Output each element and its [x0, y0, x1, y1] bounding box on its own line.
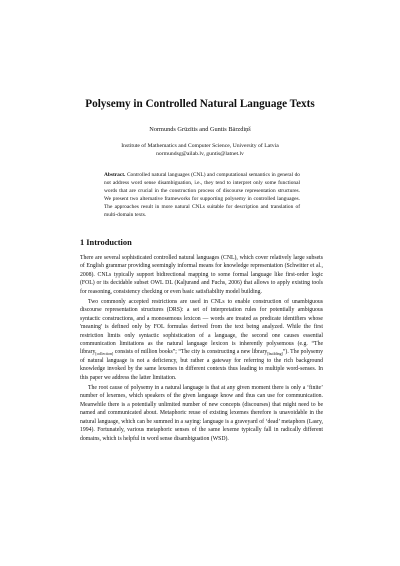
intro-paragraph-1: There are several sophisticated controlled natural languages (CNL), which cover relatively large subsets of English grammar providing seemingly informal means for knowledge representation (Schwitter et al., 2008). CNLs typically support bidirectional mapping to some formal language like first-order logic (FOL) or its decidable subset OWL DL (Kaljurand and Fuchs, 2006) that allows to apply existing tools for reasoning, consistency checking or even basic satisfiability model building.	[80, 255, 323, 295]
abstract-label: Abstract.	[104, 172, 126, 178]
paper-affiliation: Institute of Mathematics and Computer Science, University of Latvia	[121, 143, 279, 149]
intro-paragraph-2	[80, 298, 323, 383]
intro-paragraph-2-part-a: Two commonly accepted restrictions are used in CNLs to enable construction of unambiguous discourse representation structures (DRS): a set of interpretation rules for potentially ambiguous syntactic constructions, and a monosemous lexicon — words are treated as predicate identifiers whose 'meaning' is defined only by FOL formulas derived from the text being analyzed. While the first restriction limits only syntactic sophistication of a language, the second one causes essential communication limitations as the natural language lexicon is inherently polysemous (e.g. “The library	[80, 298, 323, 356]
paper-authors: Normunds Grūzītis and Guntis Bārzdiņš	[149, 126, 251, 133]
intro-paragraph-2-part-c: ”). The polysemy of natural language is not a deficiency, but rather a gateway for referring to the rich background knowledge invoked by the same lexemes in different contexts thus leading to multiple word-senses. In this paper we address the latter limitation.	[80, 349, 323, 381]
subscript-building: [building]	[267, 352, 283, 357]
abstract-text: Controlled natural languages (CNL) and computational semantics in general do not address word sense disambiguation, i.e., they tend to interpret only some functional words that are crucial in the construction process of discourse representation structures. We present two alternative frameworks for supporting polysemy in controlled languages. The approaches result in more natural CNLs suitable for description and translation of multi-domain texts.	[104, 172, 300, 218]
introduction-body	[80, 254, 323, 444]
paper-email: normundsg@ailab.lv, guntis@latnet.lv	[156, 151, 244, 157]
intro-paragraph-2-part-b: consists of million books”; “The city is constructing a new library	[113, 349, 268, 356]
subscript-collection: [collection]	[95, 352, 114, 357]
paper-title: Polysemy in Controlled Natural Language Texts	[85, 98, 315, 110]
intro-paragraph-3: The root cause of polysemy in a natural language is that at any given moment there is only a ‘finite’ number of lexemes, which speakers of the given language know and thus can use for communication. Meanwhile there is a potentially unlimited number of new concepts (discourses) that might need to be named and communicated about. Metaphoric reuse of existing lexemes therefore is unavoidable in the natural language, which can be summed in a saying: language is a graveyard of ‘dead’ metaphors (Lasry, 1994). Fortunately, various metaphoric senses of the same lexeme typically fall in radically different domains, which is helpful in word sense disambiguation (WSD).	[80, 384, 323, 442]
abstract	[104, 172, 300, 219]
section-heading-introduction: 1 Introduction	[80, 238, 132, 247]
